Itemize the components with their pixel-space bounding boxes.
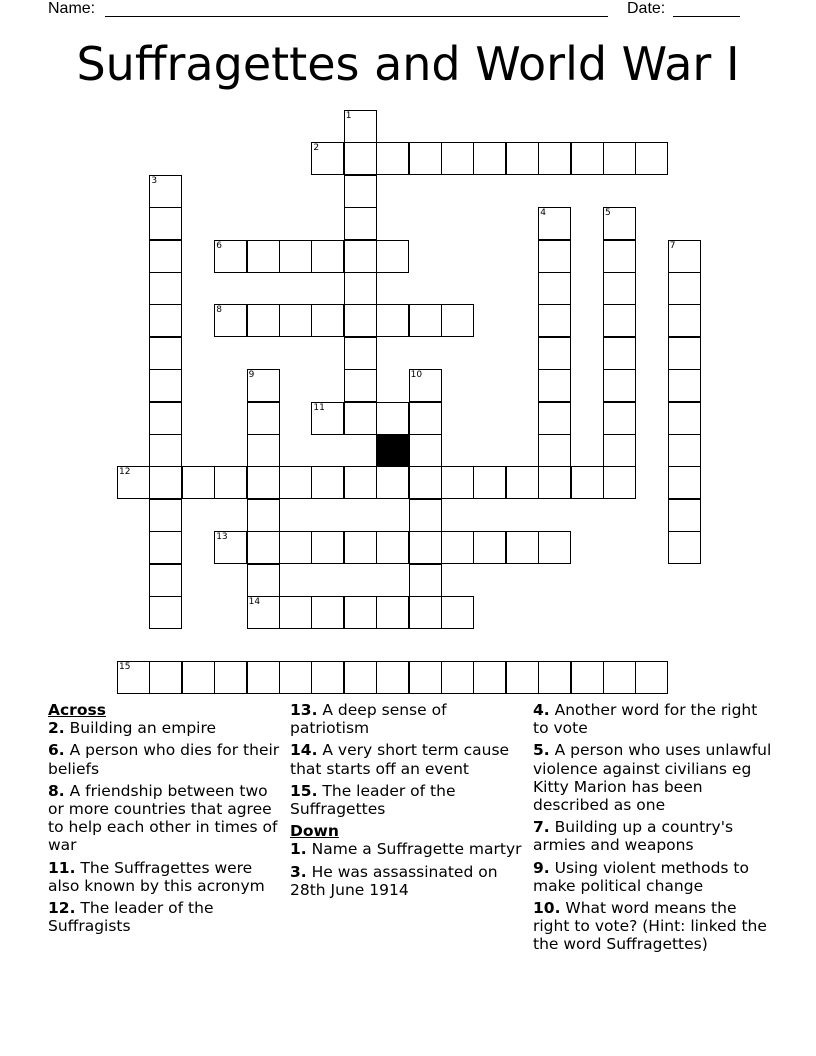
grid-cell[interactable]	[247, 499, 280, 532]
grid-cell[interactable]	[603, 272, 636, 305]
grid-cell[interactable]	[214, 240, 247, 273]
grid-cell[interactable]	[214, 304, 247, 337]
clue-down-5: 5. A person who uses unlawful violence against civilians eg Kitty Marion has been described as one	[533, 741, 772, 815]
grid-cell[interactable]	[603, 434, 636, 467]
grid-cell[interactable]	[311, 142, 344, 175]
clue-across-6: 6. A person who dies for their beliefs	[48, 741, 280, 778]
grid-cell[interactable]	[441, 596, 474, 629]
clue-down-1: 1. Name a Suffragette martyr	[290, 840, 522, 859]
grid-cell[interactable]	[344, 272, 377, 305]
grid-cell[interactable]	[279, 466, 312, 499]
grid-cell[interactable]	[668, 531, 701, 564]
grid-cell[interactable]	[117, 661, 150, 694]
grid-cell[interactable]	[409, 466, 442, 499]
grid-cell[interactable]	[603, 661, 636, 694]
clue-number: 6	[216, 240, 222, 251]
clue-number: 4	[540, 208, 546, 219]
grid-cell[interactable]	[247, 531, 280, 564]
grid-cell[interactable]	[117, 466, 150, 499]
grid-cell[interactable]	[376, 142, 409, 175]
grid-cell[interactable]	[538, 466, 571, 499]
grid-cell[interactable]	[506, 142, 539, 175]
grid-cell[interactable]	[538, 402, 571, 435]
clue-across-2: 2. Building an empire	[48, 719, 217, 738]
grid-cell[interactable]	[149, 434, 182, 467]
grid-cell[interactable]	[149, 564, 182, 597]
grid-cell[interactable]	[344, 369, 377, 402]
clue-number: 3	[151, 175, 158, 186]
grid-cell[interactable]	[149, 661, 182, 694]
grid-cell[interactable]	[149, 531, 182, 564]
grid-cell[interactable]	[247, 240, 280, 273]
clue-down-9: 9. Using violent methods to make political change	[533, 858, 749, 895]
grid-cell[interactable]	[182, 466, 215, 499]
grid-cell[interactable]	[409, 434, 442, 467]
grid-cell[interactable]	[506, 661, 539, 694]
clue-across-14: 14. A very short term cause that starts off an event	[290, 741, 510, 778]
grid-cell[interactable]	[344, 142, 377, 175]
grid-cell[interactable]	[214, 531, 247, 564]
grid-cell[interactable]	[311, 596, 344, 629]
grid-cell[interactable]	[603, 240, 636, 273]
grid-cell[interactable]	[214, 661, 247, 694]
clues-column-3	[533, 701, 773, 958]
across-heading: Across	[48, 701, 106, 719]
grid-cell[interactable]	[279, 596, 312, 629]
grid-cell[interactable]	[473, 466, 506, 499]
grid-cell[interactable]	[473, 531, 506, 564]
grid-cell[interactable]	[376, 661, 409, 694]
clue-number: 14	[248, 597, 261, 607]
grid-cell[interactable]	[668, 499, 701, 532]
clue-down-10: 10. What word means the right to vote? (Hint: linked the the word Suffragettes)	[533, 899, 767, 954]
grid-cell[interactable]	[538, 369, 571, 402]
grid-cell[interactable]	[409, 304, 442, 337]
grid-cell[interactable]	[538, 207, 571, 240]
grid-cell[interactable]	[247, 369, 280, 402]
grid-cell[interactable]	[376, 240, 409, 273]
grid-cell[interactable]	[344, 466, 377, 499]
grid-cell[interactable]	[635, 142, 668, 175]
grid-cell[interactable]	[441, 466, 474, 499]
grid-cell[interactable]	[635, 661, 668, 694]
clue-number: 9	[248, 370, 255, 381]
grid-cell[interactable]	[668, 466, 701, 499]
date-label: Date:	[627, 0, 666, 17]
grid-cell[interactable]	[149, 337, 182, 370]
grid-cell[interactable]	[668, 337, 701, 370]
grid-cell[interactable]	[571, 142, 604, 175]
grid-cell[interactable]	[247, 564, 280, 597]
down-heading: Down	[290, 822, 339, 841]
grid-cell[interactable]	[311, 240, 344, 273]
grid-cell[interactable]	[149, 240, 182, 273]
grid-cell[interactable]	[538, 661, 571, 694]
grid-cell[interactable]	[409, 402, 442, 435]
grid-cell[interactable]	[279, 240, 312, 273]
grid-cell[interactable]	[344, 240, 377, 273]
grid-cell[interactable]	[149, 369, 182, 402]
grid-cell[interactable]	[149, 304, 182, 337]
grid-cell[interactable]	[247, 304, 280, 337]
grid-cell[interactable]	[668, 369, 701, 402]
grid-cell[interactable]	[149, 466, 182, 499]
grid-cell[interactable]	[506, 531, 539, 564]
name-label: Name:	[48, 0, 96, 17]
page-title: Suffragettes and World War I	[76, 37, 740, 91]
grid-cell[interactable]	[668, 402, 701, 435]
grid-cell[interactable]	[538, 240, 571, 273]
grid-cell[interactable]	[247, 596, 280, 629]
grid-cell[interactable]	[603, 402, 636, 435]
grid-cell[interactable]	[441, 304, 474, 337]
grid-cell[interactable]	[603, 304, 636, 337]
grid-cell[interactable]	[149, 272, 182, 305]
grid-cell[interactable]	[182, 661, 215, 694]
grid-cell[interactable]	[571, 466, 604, 499]
grid-cell[interactable]	[473, 661, 506, 694]
grid-cell[interactable]	[376, 531, 409, 564]
grid-cell[interactable]	[344, 531, 377, 564]
grid-cell[interactable]	[149, 596, 182, 629]
grid-cell[interactable]	[344, 661, 377, 694]
clue-number: 12	[119, 467, 131, 478]
clue-number: 15	[119, 661, 131, 672]
grid-cell[interactable]	[247, 661, 280, 694]
grid-cell[interactable]	[247, 434, 280, 467]
black-cell	[376, 434, 409, 467]
grid-cell[interactable]	[409, 369, 442, 402]
grid-cell[interactable]	[376, 596, 409, 629]
grid-cell[interactable]	[344, 110, 377, 143]
grid-cell[interactable]	[668, 272, 701, 305]
clue-across-8: 8. A friendship between two or more countries that agree to help each other in times of war	[48, 781, 278, 855]
clues-column-2	[290, 701, 522, 903]
clue-number: 13	[216, 532, 228, 543]
clue-down-4: 4. Another word for the right to vote	[533, 701, 758, 738]
grid-cell[interactable]	[311, 661, 344, 694]
clue-across-15: 15. The leader of the Suffragettes	[290, 781, 456, 819]
clue-number: 10	[410, 370, 423, 381]
clue-down-7: 7. Building up a country's armies and weapons	[533, 818, 734, 855]
grid-cell[interactable]	[311, 466, 344, 499]
clue-number: 2	[313, 143, 320, 154]
grid-cell[interactable]	[247, 466, 280, 499]
grid-cell[interactable]	[409, 661, 442, 694]
grid-cell[interactable]	[376, 466, 409, 499]
clue-number: 8	[216, 305, 222, 316]
grid-cell[interactable]	[279, 304, 312, 337]
grid-cell[interactable]	[538, 272, 571, 305]
clue-number: 7	[669, 240, 676, 251]
grid-cell[interactable]	[214, 466, 247, 499]
clue-number: 1	[345, 111, 352, 121]
grid-cell[interactable]	[441, 531, 474, 564]
grid-cell[interactable]	[149, 499, 182, 532]
grid-cell[interactable]	[247, 402, 280, 435]
grid-cell[interactable]	[409, 499, 442, 532]
clue-number: 11	[313, 402, 325, 413]
grid-cell[interactable]	[603, 337, 636, 370]
grid-cell[interactable]	[668, 240, 701, 273]
grid-cell[interactable]	[571, 661, 604, 694]
grid-cell[interactable]	[344, 175, 377, 208]
grid-cell[interactable]	[441, 142, 474, 175]
grid-cell[interactable]	[344, 304, 377, 337]
grid-cell[interactable]	[149, 175, 182, 208]
grid-cell[interactable]	[538, 531, 571, 564]
grid-cell[interactable]	[311, 531, 344, 564]
grid-cell[interactable]	[441, 661, 474, 694]
grid-cell[interactable]	[668, 304, 701, 337]
grid-cell[interactable]	[668, 434, 701, 467]
clues-column-1	[48, 701, 280, 939]
grid-cell[interactable]	[409, 531, 442, 564]
grid-cell[interactable]	[409, 142, 442, 175]
grid-cell[interactable]	[538, 434, 571, 467]
grid-cell[interactable]	[538, 337, 571, 370]
grid-cell[interactable]	[149, 402, 182, 435]
grid-cell[interactable]	[344, 207, 377, 240]
grid-cell[interactable]	[311, 402, 344, 435]
grid-cell[interactable]	[344, 596, 377, 629]
clue-down-3: 3. He was assassinated on 28th June 1914	[290, 862, 498, 899]
clue-number: 5	[605, 208, 611, 219]
grid-cell[interactable]	[538, 304, 571, 337]
grid-cell[interactable]	[311, 304, 344, 337]
grid-cell[interactable]	[149, 207, 182, 240]
grid-cell[interactable]	[603, 369, 636, 402]
grid-cell[interactable]	[603, 466, 636, 499]
grid-cell[interactable]	[376, 304, 409, 337]
grid-cell[interactable]	[279, 661, 312, 694]
grid-cell[interactable]	[409, 596, 442, 629]
clue-across-11: 11. The Suffragettes were also known by this acronym	[48, 858, 265, 895]
grid-cell[interactable]	[538, 142, 571, 175]
clue-across-12: 12. The leader of the Suffragists	[48, 899, 214, 936]
grid-cell[interactable]	[344, 402, 377, 435]
grid-cell[interactable]	[344, 337, 377, 370]
grid-cell[interactable]	[603, 207, 636, 240]
grid-cell[interactable]	[376, 402, 409, 435]
clue-across-13: 13. A deep sense of patriotism	[290, 701, 447, 738]
grid-cell[interactable]	[603, 142, 636, 175]
grid-cell[interactable]	[473, 142, 506, 175]
grid-cell[interactable]	[279, 531, 312, 564]
grid-cell[interactable]	[409, 564, 442, 597]
grid-cell[interactable]	[506, 466, 539, 499]
